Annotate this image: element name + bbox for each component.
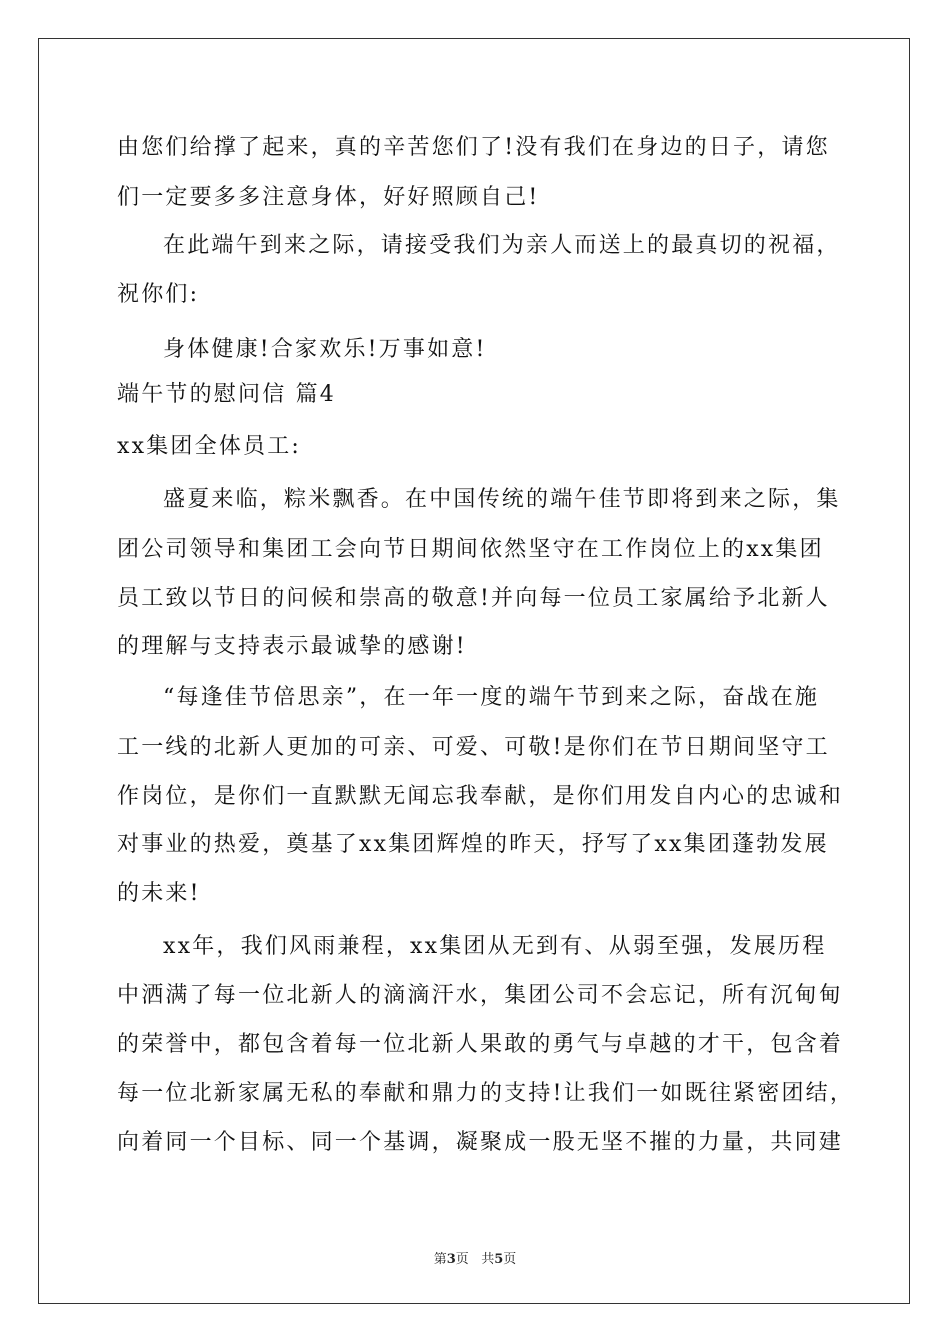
text-line: 们一定要多多注意身体，好好照顾自己! bbox=[117, 185, 540, 210]
text-line: 祝你们: bbox=[117, 282, 200, 307]
page-prefix: 第 bbox=[433, 1252, 447, 1267]
text-line: 的未来! bbox=[117, 881, 201, 906]
paragraph-first-line: 身体健康!合家欢乐!万事如意! bbox=[163, 337, 487, 362]
page-number: 3 bbox=[446, 1252, 456, 1267]
text-line: 团公司领导和集团工会向节日期间依然坚守在工作岗位上的xx集团 bbox=[117, 537, 824, 562]
page-suffix: 页 bbox=[455, 1252, 469, 1267]
text-line: 由您们给撑了起来，真的辛苦您们了!没有我们在身边的日子，请您 bbox=[117, 135, 830, 160]
text-line: 的荣誉中，都包含着每一位北新人果敢的勇气与卓越的才干，包含着 bbox=[117, 1032, 844, 1057]
paragraph-first-line: 盛夏来临，粽米飘香。在中国传统的端午佳节即将到来之际，集 bbox=[163, 487, 841, 512]
paragraph-first-line: “每逢佳节倍思亲”，在一年一度的端午节到来之际，奋战在施 bbox=[163, 685, 820, 710]
text-line: 中洒满了每一位北新人的滴滴汗水，集团公司不会忘记，所有沉甸甸 bbox=[117, 983, 844, 1008]
text-line: 的理解与支持表示最诚挚的感谢! bbox=[117, 634, 467, 659]
text-line: 对事业的热爱，奠基了xx集团辉煌的昨天，抒写了xx集团蓬勃发展 bbox=[117, 832, 829, 857]
total-prefix: 共 bbox=[481, 1252, 495, 1267]
paragraph-first-line: 在此端午到来之际，请接受我们为亲人而送上的最真切的祝福， bbox=[163, 233, 841, 258]
text-line: 每一位北新家属无私的奉献和鼎力的支持!让我们一如既往紧密团结， bbox=[117, 1081, 855, 1106]
text-line: 作岗位，是你们一直默默无闻忘我奉献，是你们用发自内心的忠诚和 bbox=[117, 784, 844, 809]
section-heading: 端午节的慰问信 篇4 bbox=[117, 382, 336, 407]
total-pages: 5 bbox=[494, 1252, 504, 1267]
text-line: 向着同一个目标、同一个基调，凝聚成一股无坚不摧的力量，共同建 bbox=[117, 1130, 844, 1155]
page-footer bbox=[0, 1248, 950, 1267]
salutation: xx集团全体员工: bbox=[117, 434, 302, 459]
total-suffix: 页 bbox=[503, 1252, 517, 1267]
text-line: 工一线的北新人更加的可亲、可爱、可敬!是你们在节日期间坚守工 bbox=[117, 735, 830, 760]
text-line: 员工致以节日的问候和崇高的敬意!并向每一位员工家属给予北新人 bbox=[117, 586, 830, 611]
paragraph-first-line: xx年，我们风雨兼程，xx集团从无到有、从弱至强，发展历程 bbox=[163, 934, 827, 959]
page-border bbox=[38, 38, 910, 1304]
